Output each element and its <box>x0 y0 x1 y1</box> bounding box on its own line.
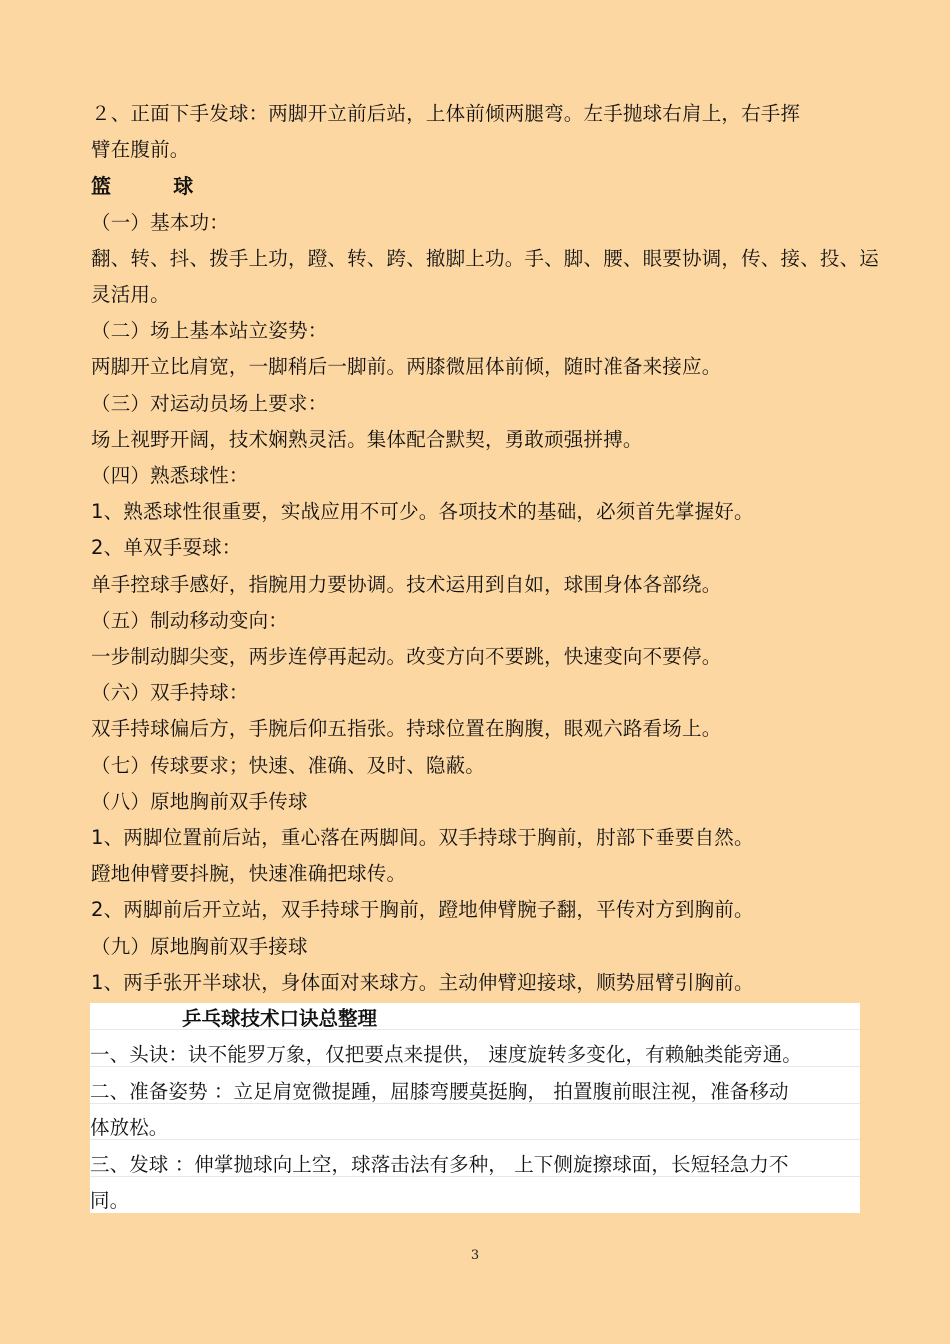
text-line: 翻、转、抖、拨手上功，蹬、转、跨、撤脚上功。手、脚、腰、眼要协调，传、接、投、运 <box>91 246 880 270</box>
text-line: （一）基本功： <box>91 210 229 234</box>
text-line: （六）双手持球： <box>91 681 249 705</box>
text-line: 两脚开立比肩宽，一脚稍后一脚前。两膝微屈体前倾，随时准备来接应。 <box>91 355 722 379</box>
text-line: （七）传球要求；快速、准确、及时、隐蔽。 <box>91 753 486 777</box>
text-line: 一步制动脚尖变，两步连停再起动。改变方向不要跳，快速变向不要停。 <box>91 645 722 669</box>
text-line: 双手持球偏后方，手腕后仰五指张。持球位置在胸腹，眼观六路看场上。 <box>91 717 722 741</box>
text-line: 场上视野开阔，技术娴熟灵活。集体配合默契，勇敢顽强拼搏。 <box>91 427 643 451</box>
text-line: 三、发球 ：伸掌抛球向上空，球落击法有多种， 上下侧旋擦球面，长短轻急力不 <box>90 1152 789 1176</box>
text-line: 单手控球手感好，指腕用力要协调。技术运用到自如，球围身体各部绕。 <box>91 572 722 596</box>
text-line: 一、头诀：诀不能罗万象，仅把要点来提供， 速度旋转多变化，有赖触类能旁通。 <box>90 1043 802 1066</box>
text-line: 2、单双手耍球： <box>91 536 242 560</box>
section-heading-basketball <box>91 168 871 204</box>
pingpong-title: 乒乓球技术口诀总整理 <box>182 1007 378 1030</box>
text-line: 体放松。 <box>90 1116 169 1139</box>
heading-char: 球 <box>173 174 194 199</box>
text-line: 同。 <box>90 1189 130 1212</box>
text-line: （四）熟悉球性： <box>91 464 249 488</box>
text-line: ２、正面下手发球：两脚开立前后站，上体前倾两腿弯。左手抛球右肩上，右手挥 <box>91 102 801 125</box>
text-line: （八）原地胸前双手传球 <box>91 789 308 813</box>
text-line: 1、两脚位置前后站，重心落在两脚间。双手持球于胸前，肘部下垂要自然。 <box>91 826 754 850</box>
text-line: 2、两脚前后开立站，双手持球于胸前，蹬地伸臂腕子翻，平传对方到胸前。 <box>91 898 754 922</box>
text-line: （九）原地胸前双手接球 <box>91 934 308 958</box>
main-text <box>91 96 880 1001</box>
text-line: 灵活用。 <box>91 283 170 307</box>
text-line: 臂在腹前。 <box>91 138 190 162</box>
text-line: 1、两手张开半球状，身体面对来球方。主动伸臂迎接球，顺势屈臂引胸前。 <box>91 970 754 994</box>
text-line: （三）对运动员场上要求： <box>91 391 328 415</box>
pingpong-section <box>90 1001 865 1220</box>
text-line: 二、准备姿势 ：立足肩宽微提踵，屈膝弯腰莫挺胸， 拍置腹前眼注视，准备移动 <box>90 1079 789 1103</box>
page-number: 3 <box>470 1248 480 1263</box>
text-line: 1、熟悉球性很重要，实战应用不可少。各项技术的基础，必须首先掌握好。 <box>91 500 754 524</box>
text-line: 蹬地伸臂要抖腕，快速准确把球传。 <box>91 862 407 886</box>
text-line: （五）制动移动变向： <box>91 608 289 632</box>
text-line: （二）场上基本站立姿势： <box>91 319 328 343</box>
heading-char: 篮 <box>91 174 112 199</box>
